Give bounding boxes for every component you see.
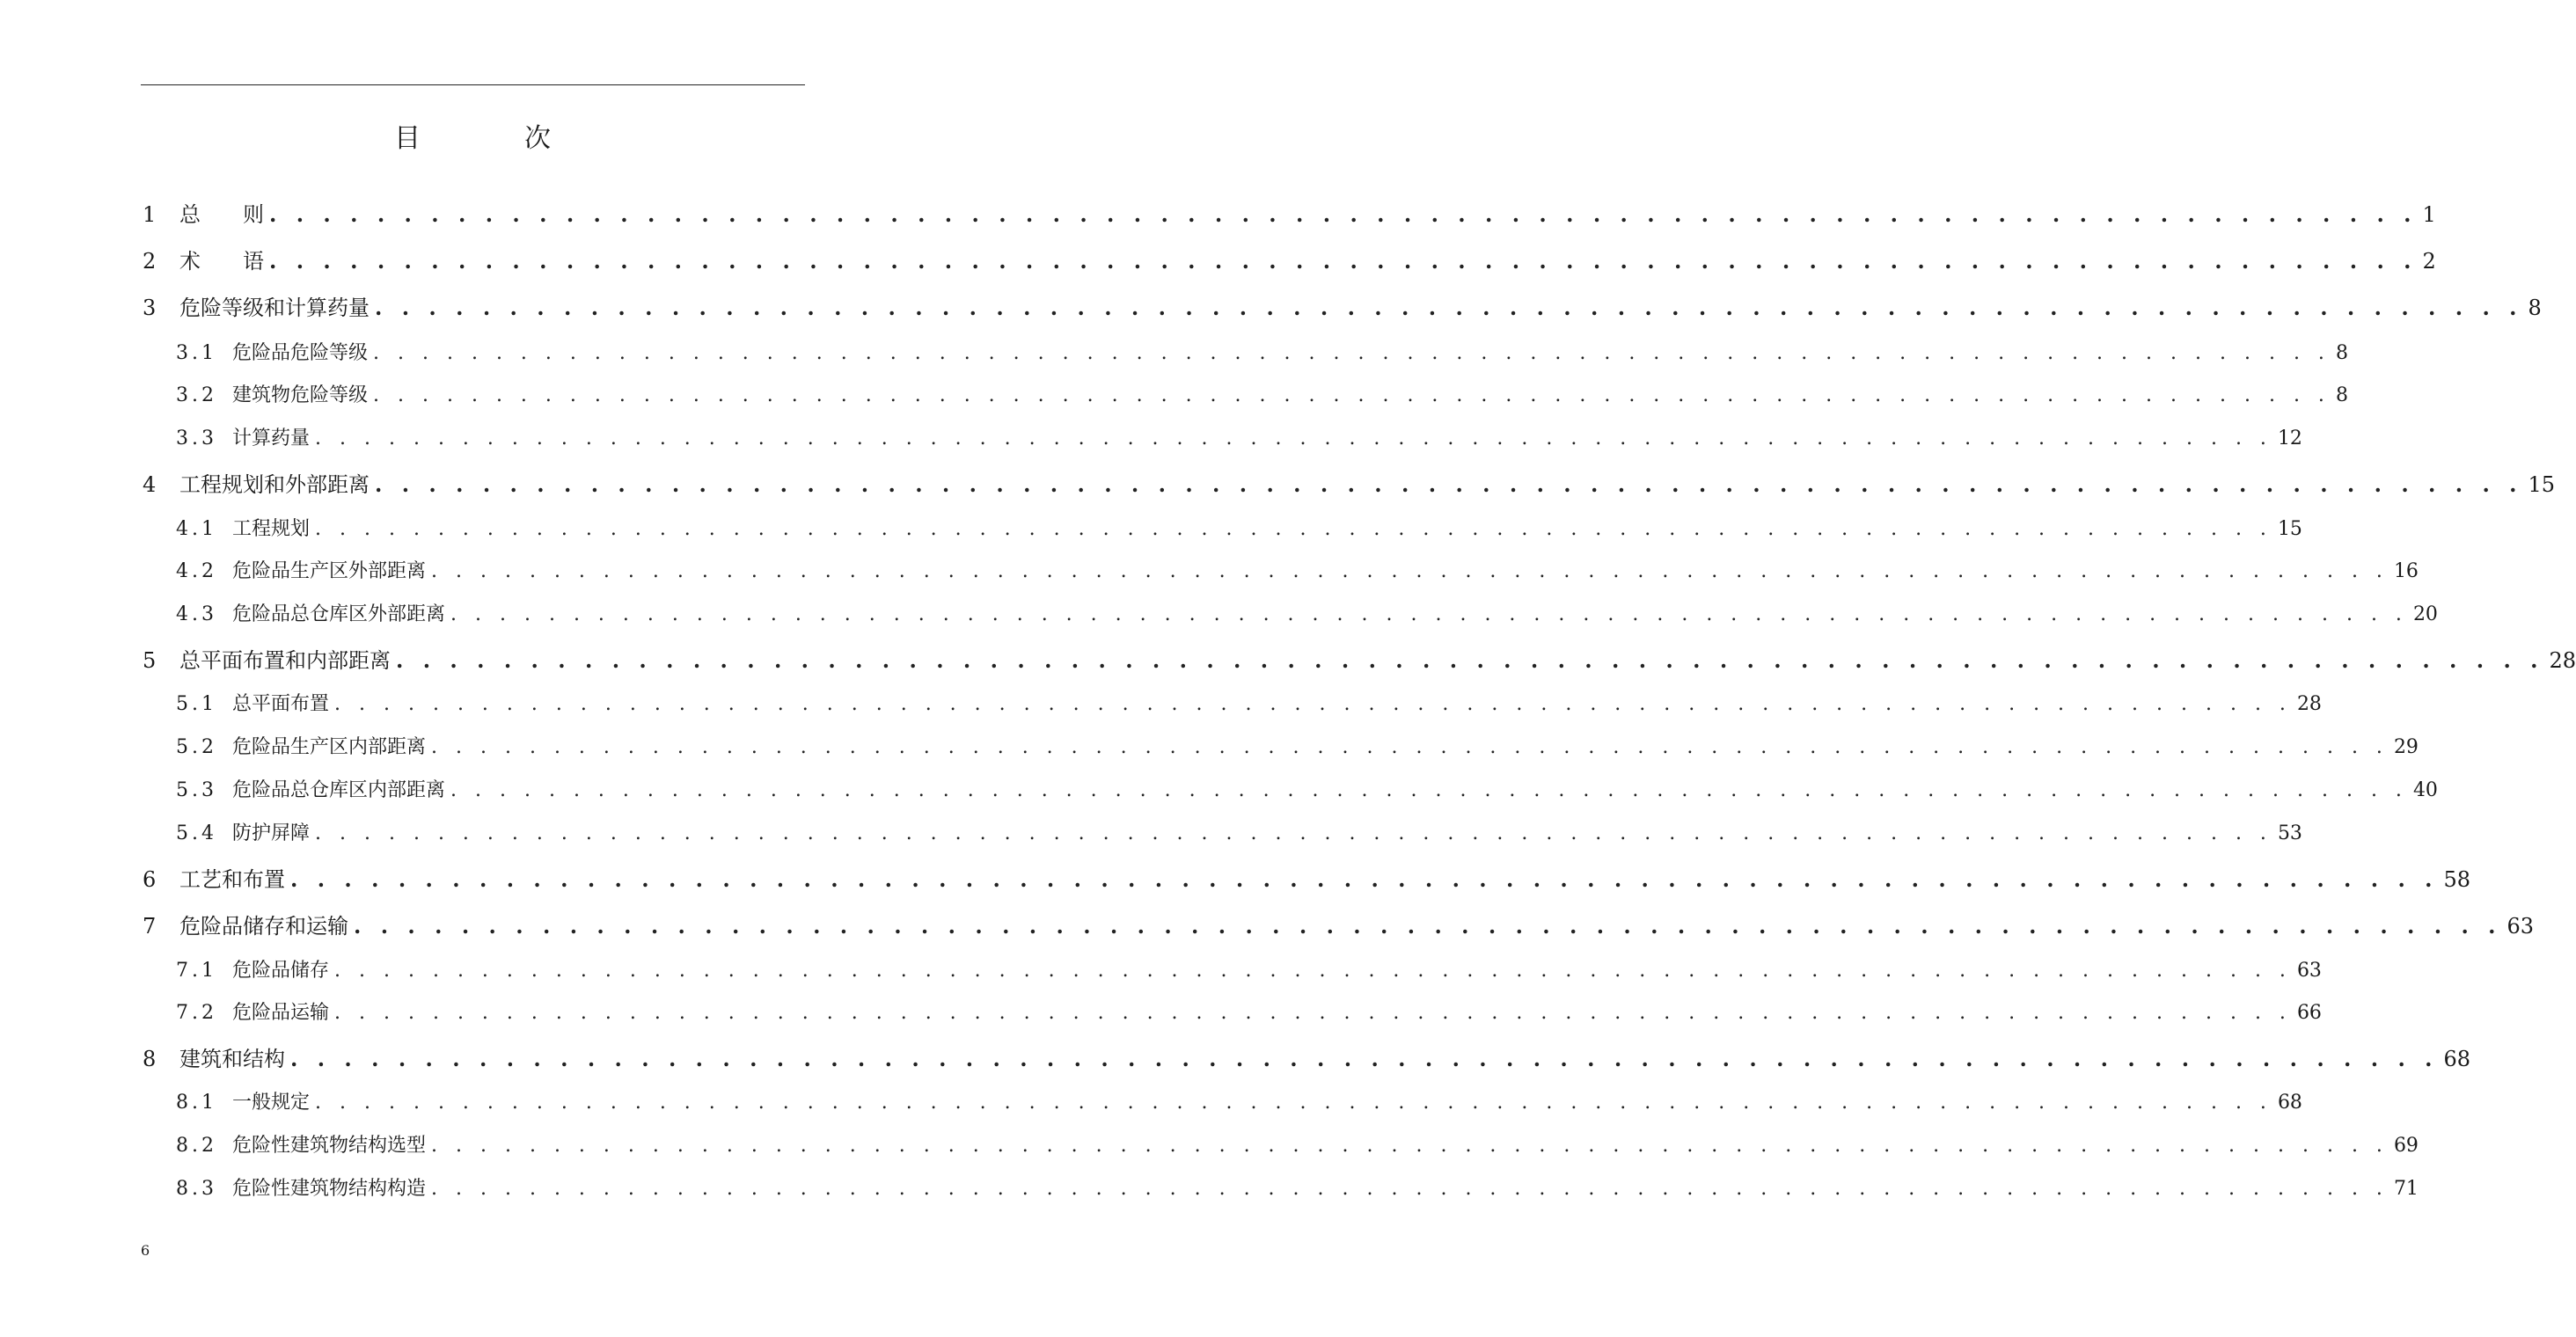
toc-entry-title: 工艺和布置 (179, 867, 285, 892)
toc-section-entry[interactable] (176, 998, 2322, 1028)
toc-entry-page-number: 20 (2412, 603, 2438, 625)
toc-entry-number: 3.3 (176, 427, 217, 449)
toc-section-entry[interactable] (176, 1131, 2419, 1161)
toc-entry-title: 一般规定 (232, 1092, 311, 1114)
toc-section-entry[interactable] (176, 1174, 2419, 1204)
toc-dot-leader: . . . . . . . . . . . . . . . . . . . . . . . . . . . . . . . . . . . . . . . . . . . . . . . . . . . . . . . . . . . . . . . . . . . . . . . . . . . . . . . . (431, 1135, 2389, 1157)
toc-dot-leader: . . . . . . . . . . . . . . . . . . . . . . . . . . . . . . . . . . . . . . . . . . . . . . . . . . . . . . . . . . . . . . . . . . . . . . . . . . . . . . . . (269, 201, 2418, 227)
toc-chapter-entry[interactable] (143, 864, 2471, 895)
toc-entry-page-number: 63 (2506, 914, 2535, 939)
toc-entry-page-number: 8 (2335, 384, 2348, 406)
toc-chapter-entry[interactable] (143, 1043, 2471, 1075)
toc-entry-number: 4 (143, 472, 157, 497)
toc-entry-title: 危险品总仓库区外部距离 (232, 603, 446, 625)
toc-section-entry[interactable] (176, 776, 2438, 806)
toc-dot-leader: . . . . . . . . . . . . . . . . . . . . . . . . . . . . . . . . . . . . . . . . . . . . . . . . . . . . . . . . . . . . . . . . . . . . . . . . . . . . . . . . (315, 518, 2272, 540)
toc-entry-page-number: 28 (2296, 693, 2322, 715)
toc-chapter-entry[interactable] (143, 469, 2556, 500)
toc-section-entry[interactable] (176, 515, 2302, 544)
toc-entry-number: 4.2 (176, 560, 217, 582)
toc-entry-page-number: 16 (2393, 560, 2419, 582)
toc-dot-leader: . . . . . . . . . . . . . . . . . . . . . . . . . . . . . . . . . . . . . . . . . . . . . . . . . . . . . . . . . . . . . . . . . . . . . . . . . . . . . . . . (431, 1178, 2389, 1200)
toc-dot-leader: . . . . . . . . . . . . . . . . . . . . . . . . . . . . . . . . . . . . . . . . . . . . . . . . . . . . . . . . . . . . . . . . . . . . . . . . . . . . . . . . (354, 913, 2502, 939)
toc-entry-title: 危险品危险等级 (232, 342, 369, 364)
toc-dot-leader: . . . . . . . . . . . . . . . . . . . . . . . . . . . . . . . . . . . . . . . . . . . . . . . . . . . . . . . . . . . . . . . . . . . . . . . . . . . . . . . . (315, 822, 2272, 844)
top-rule (141, 84, 805, 85)
toc-entry-number: 5 (143, 648, 157, 673)
toc-entry-number: 5.3 (176, 779, 217, 801)
toc-dot-leader: . . . . . . . . . . . . . . . . . . . . . . . . . . . . . . . . . . . . . . . . . . . . . . . . . . . . . . . . . . . . . . . . . . . . . . . . . . . . . . . . (375, 471, 2523, 497)
toc-section-entry[interactable] (176, 557, 2419, 587)
toc-dot-leader: . . . . . . . . . . . . . . . . . . . . . . . . . . . . . . . . . . . . . . . . . . . . . . . . . . . . . . . . . . . . . . . . . . . . . . . . . . . . . . . . (290, 866, 2439, 892)
toc-entry-number: 3 (143, 296, 157, 320)
toc-entry-page-number: 8 (2528, 296, 2542, 320)
toc-entry-page-number: 58 (2443, 867, 2471, 892)
toc-section-entry[interactable] (176, 733, 2419, 763)
toc-entry-number: 1 (143, 202, 157, 227)
toc-entry-page-number: 2 (2422, 249, 2436, 274)
toc-entry-number: 8.1 (176, 1092, 217, 1114)
toc-chapter-entry[interactable] (143, 245, 2436, 277)
toc-entry-title: 防护屏障 (232, 822, 311, 844)
toc-entry-page-number: 53 (2277, 822, 2302, 844)
toc-section-entry[interactable] (176, 381, 2348, 411)
toc-entry-page-number: 68 (2443, 1047, 2471, 1071)
toc-dot-leader: . . . . . . . . . . . . . . . . . . . . . . . . . . . . . . . . . . . . . . . . . . . . . . . . . . . . . . . . . . . . . . . . . . . . . . . . . . . . . . . . (269, 248, 2418, 274)
toc-section-entry[interactable] (176, 819, 2302, 849)
toc-entry-number: 7.1 (176, 960, 217, 982)
toc-entry-page-number: 8 (2335, 342, 2348, 364)
toc-entry-page-number: 63 (2296, 960, 2322, 982)
toc-entry-page-number: 71 (2393, 1178, 2419, 1200)
toc-entry-title: 危险性建筑物结构选型 (232, 1135, 427, 1157)
toc-dot-leader: . . . . . . . . . . . . . . . . . . . . . . . . . . . . . . . . . . . . . . . . . . . . . . . . . . . . . . . . . . . . . . . . . . . . . . . . . . . . . . . . (290, 1046, 2439, 1071)
toc-entry-number: 5.4 (176, 822, 217, 844)
toc-dot-leader: . . . . . . . . . . . . . . . . . . . . . . . . . . . . . . . . . . . . . . . . . . . . . . . . . . . . . . . . . . . . . . . . . . . . . . . . . . . . . . . . (334, 1002, 2292, 1024)
toc-entry-title: 总平面布置和内部距离 (179, 648, 391, 673)
toc-entry-title: 总 则 (179, 202, 264, 227)
toc-entry-title: 术 语 (179, 249, 264, 274)
toc-entry-number: 5.2 (176, 736, 217, 758)
toc-entry-title: 危险品储存和运输 (179, 914, 348, 939)
toc-entry-title: 建筑物危险等级 (232, 384, 369, 406)
toc-entry-title: 总平面布置 (232, 693, 330, 715)
toc-entry-page-number: 15 (2528, 472, 2556, 497)
toc-dot-leader: . . . . . . . . . . . . . . . . . . . . . . . . . . . . . . . . . . . . . . . . . . . . . . . . . . . . . . . . . . . . . . . . . . . . . . . . . . . . . . . . (373, 384, 2331, 406)
toc-entry-page-number: 66 (2296, 1002, 2322, 1024)
toc-entry-title: 危险性建筑物结构构造 (232, 1178, 427, 1200)
toc-entry-title: 危险品生产区内部距离 (232, 736, 427, 758)
toc-entry-page-number: 29 (2393, 736, 2419, 758)
toc-entry-number: 5.1 (176, 693, 217, 715)
toc-entry-title: 危险品运输 (232, 1002, 330, 1024)
toc-entry-number: 8 (143, 1047, 157, 1071)
toc-entry-title: 危险品生产区外部距离 (232, 560, 427, 582)
toc-entry-number: 8.3 (176, 1178, 217, 1200)
toc-dot-leader: . . . . . . . . . . . . . . . . . . . . . . . . . . . . . . . . . . . . . . . . . . . . . . . . . . . . . . . . . . . . . . . . . . . . . . . . . . . . . . . . (315, 427, 2272, 449)
toc-entry-page-number: 15 (2277, 518, 2302, 540)
toc-section-entry[interactable] (176, 1088, 2302, 1118)
toc-dot-leader: . . . . . . . . . . . . . . . . . . . . . . . . . . . . . . . . . . . . . . . . . . . . . . . . . . . . . . . . . . . . . . . . . . . . . . . . . . . . . . . . (450, 603, 2408, 625)
toc-entry-number: 6 (143, 867, 157, 892)
toc-entry-number: 2 (143, 249, 157, 274)
toc-entry-number: 3.2 (176, 384, 217, 406)
toc-dot-leader: . . . . . . . . . . . . . . . . . . . . . . . . . . . . . . . . . . . . . . . . . . . . . . . . . . . . . . . . . . . . . . . . . . . . . . . . . . . . . . . . (450, 779, 2408, 801)
toc-entry-number: 4.3 (176, 603, 217, 625)
toc-section-entry[interactable] (176, 600, 2438, 630)
toc-section-entry[interactable] (176, 339, 2348, 369)
toc-entry-number: 4.1 (176, 518, 217, 540)
toc-chapter-entry[interactable] (143, 292, 2542, 324)
toc-entry-title: 危险等级和计算药量 (179, 296, 370, 320)
toc-section-entry[interactable] (176, 956, 2322, 986)
toc-dot-leader: . . . . . . . . . . . . . . . . . . . . . . . . . . . . . . . . . . . . . . . . . . . . . . . . . . . . . . . . . . . . . . . . . . . . . . . . . . . . . . . . (334, 693, 2292, 715)
toc-chapter-entry[interactable] (143, 199, 2436, 230)
toc-dot-leader: . . . . . . . . . . . . . . . . . . . . . . . . . . . . . . . . . . . . . . . . . . . . . . . . . . . . . . . . . . . . . . . . . . . . . . . . . . . . . . . . (334, 960, 2292, 982)
toc-entry-number: 7.2 (176, 1002, 217, 1024)
toc-dot-leader: . . . . . . . . . . . . . . . . . . . . . . . . . . . . . . . . . . . . . . . . . . . . . . . . . . . . . . . . . . . . . . . . . . . . . . . . . . . . . . . . (373, 342, 2331, 364)
toc-dot-leader: . . . . . . . . . . . . . . . . . . . . . . . . . . . . . . . . . . . . . . . . . . . . . . . . . . . . . . . . . . . . . . . . . . . . . . . . . . . . . . . . (375, 295, 2523, 320)
toc-entry-number: 7 (143, 914, 157, 939)
footer-page-number: 6 (141, 1242, 150, 1259)
toc-entry-page-number: 69 (2393, 1135, 2419, 1157)
toc-dot-leader: . . . . . . . . . . . . . . . . . . . . . . . . . . . . . . . . . . . . . . . . . . . . . . . . . . . . . . . . . . . . . . . . . . . . . . . . . . . . . . . . (431, 560, 2389, 582)
toc-entry-page-number: 28 (2549, 648, 2576, 673)
toc-entry-title: 建筑和结构 (179, 1047, 285, 1071)
toc-dot-leader: . . . . . . . . . . . . . . . . . . . . . . . . . . . . . . . . . . . . . . . . . . . . . . . . . . . . . . . . . . . . . . . . . . . . . . . . . . . . . . . . (315, 1092, 2272, 1114)
toc-entry-title: 危险品总仓库区内部距离 (232, 779, 446, 801)
toc-entry-page-number: 68 (2277, 1092, 2302, 1114)
toc-entry-number: 8.2 (176, 1135, 217, 1157)
toc-entry-title: 工程规划和外部距离 (179, 472, 370, 497)
toc-chapter-entry[interactable] (143, 645, 2576, 676)
toc-entry-page-number: 12 (2277, 427, 2302, 449)
toc-entry-title: 计算药量 (232, 427, 311, 449)
toc-section-entry[interactable] (176, 424, 2302, 454)
toc-entry-page-number: 40 (2412, 779, 2438, 801)
toc-entry-number: 3.1 (176, 342, 217, 364)
toc-dot-leader: . . . . . . . . . . . . . . . . . . . . . . . . . . . . . . . . . . . . . . . . . . . . . . . . . . . . . . . . . . . . . . . . . . . . . . . . . . . . . . . . (431, 736, 2389, 758)
toc-entry-title: 工程规划 (232, 518, 311, 540)
toc-entry-title: 危险品储存 (232, 960, 330, 982)
toc-dot-leader: . . . . . . . . . . . . . . . . . . . . . . . . . . . . . . . . . . . . . . . . . . . . . . . . . . . . . . . . . . . . . . . . . . . . . . . . . . . . . . . . (396, 647, 2544, 673)
toc-entry-page-number: 1 (2422, 202, 2436, 227)
toc-section-entry[interactable] (176, 690, 2322, 720)
page-title: 目 次 (394, 123, 589, 154)
toc-chapter-entry[interactable] (143, 910, 2535, 942)
